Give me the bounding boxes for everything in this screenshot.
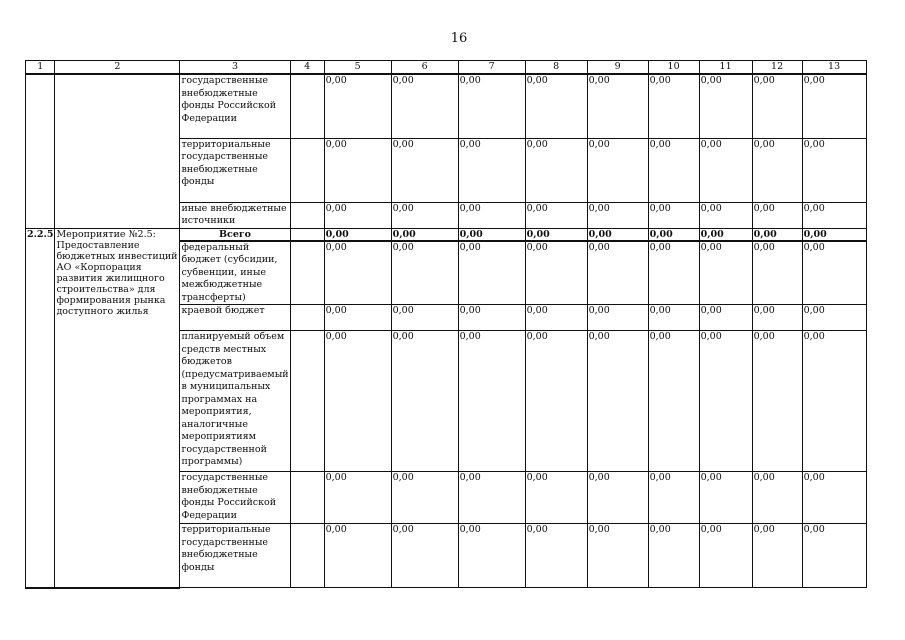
value-cell: 0,00	[587, 472, 648, 524]
value-cell: 0,00	[391, 241, 458, 305]
source-cell: иные внебюджетные источники	[180, 202, 290, 228]
value-cell: 0,00	[587, 305, 648, 331]
source-cell: государственные внебюджетные фонды Российской Федерации	[180, 472, 290, 524]
value-cell: 0,00	[391, 331, 458, 472]
col4-cell	[290, 138, 324, 202]
column-header-3: 3	[180, 61, 290, 75]
total-row	[26, 228, 867, 241]
value-cell: 0,00	[525, 202, 587, 228]
value-cell: 0,00	[525, 472, 587, 524]
value-cell: 0,00	[458, 524, 525, 588]
measure-name: Мероприятие №2.5: Предоставление бюджетных инвестиций АО «Корпорация развития жилищного строительства» для формирования рынка доступного жилья	[55, 228, 180, 588]
value-cell: 0,00	[324, 138, 391, 202]
value-cell: 0,00	[324, 472, 391, 524]
value-cell: 0,00	[525, 241, 587, 305]
col4-cell	[290, 331, 324, 472]
value-cell: 0,00	[324, 305, 391, 331]
col4-cell	[290, 241, 324, 305]
value-cell: 0,00	[752, 472, 802, 524]
value-cell: 0,00	[391, 472, 458, 524]
total-label: Всего	[180, 228, 290, 241]
source-cell: федеральный бюджет (субсидии, субвенции, иные межбюджетные трансферты)	[180, 241, 290, 305]
value-cell: 0,00	[802, 202, 866, 228]
page-number: 16	[450, 31, 468, 46]
column-header-5: 5	[324, 61, 391, 75]
value-cell: 0,00	[587, 331, 648, 472]
value-cell: 0,00	[391, 138, 458, 202]
value-cell: 0,00	[648, 331, 699, 472]
column-header-8: 8	[525, 61, 587, 75]
value-cell: 0,00	[324, 202, 391, 228]
value-cell: 0,00	[699, 305, 752, 331]
value-cell: 0,00	[752, 74, 802, 138]
column-header-6: 6	[391, 61, 458, 75]
value-cell: 0,00	[458, 74, 525, 138]
value-cell: 0,00	[752, 228, 802, 241]
column-header-1: 1	[26, 61, 55, 75]
column-header-13: 13	[802, 61, 866, 75]
col4-cell	[290, 228, 324, 241]
table-row	[26, 74, 867, 138]
source-cell: территориальные государственные внебюджетные фонды	[180, 524, 290, 588]
value-cell: 0,00	[648, 228, 699, 241]
value-cell: 0,00	[752, 305, 802, 331]
value-cell: 0,00	[525, 331, 587, 472]
col4-cell	[290, 472, 324, 524]
value-cell: 0,00	[587, 74, 648, 138]
source-cell: государственные внебюджетные фонды Российской Федерации	[180, 74, 290, 138]
value-cell: 0,00	[699, 228, 752, 241]
value-cell: 0,00	[587, 202, 648, 228]
value-cell: 0,00	[458, 331, 525, 472]
value-cell: 0,00	[587, 241, 648, 305]
value-cell: 0,00	[802, 241, 866, 305]
value-cell: 0,00	[458, 202, 525, 228]
budget-table	[25, 60, 867, 589]
header-row	[26, 61, 867, 75]
value-cell: 0,00	[648, 138, 699, 202]
value-cell: 0,00	[648, 241, 699, 305]
value-cell: 0,00	[391, 74, 458, 138]
value-cell: 0,00	[324, 331, 391, 472]
value-cell: 0,00	[699, 331, 752, 472]
value-cell: 0,00	[458, 138, 525, 202]
column-header-9: 9	[587, 61, 648, 75]
value-cell: 0,00	[458, 305, 525, 331]
number-cell	[26, 74, 55, 228]
value-cell: 0,00	[391, 305, 458, 331]
name-cell	[55, 74, 180, 228]
value-cell: 0,00	[752, 202, 802, 228]
value-cell: 0,00	[802, 305, 866, 331]
value-cell: 0,00	[802, 472, 866, 524]
value-cell: 0,00	[752, 331, 802, 472]
value-cell: 0,00	[324, 524, 391, 588]
value-cell: 0,00	[699, 472, 752, 524]
value-cell: 0,00	[324, 241, 391, 305]
value-cell: 0,00	[699, 202, 752, 228]
value-cell: 0,00	[648, 305, 699, 331]
value-cell: 0,00	[699, 241, 752, 305]
column-header-2: 2	[55, 61, 180, 75]
col4-cell	[290, 74, 324, 138]
value-cell: 0,00	[802, 331, 866, 472]
value-cell: 0,00	[802, 74, 866, 138]
value-cell: 0,00	[699, 74, 752, 138]
value-cell: 0,00	[699, 524, 752, 588]
value-cell: 0,00	[525, 138, 587, 202]
value-cell: 0,00	[648, 524, 699, 588]
col4-cell	[290, 305, 324, 331]
value-cell: 0,00	[525, 524, 587, 588]
value-cell: 0,00	[587, 228, 648, 241]
value-cell: 0,00	[752, 524, 802, 588]
value-cell: 0,00	[525, 305, 587, 331]
col4-cell	[290, 524, 324, 588]
value-cell: 0,00	[324, 74, 391, 138]
value-cell: 0,00	[458, 472, 525, 524]
col4-cell	[290, 202, 324, 228]
value-cell: 0,00	[525, 74, 587, 138]
value-cell: 0,00	[802, 524, 866, 588]
value-cell: 0,00	[752, 241, 802, 305]
value-cell: 0,00	[458, 241, 525, 305]
value-cell: 0,00	[391, 202, 458, 228]
value-cell: 0,00	[587, 138, 648, 202]
value-cell: 0,00	[752, 138, 802, 202]
column-header-4: 4	[290, 61, 324, 75]
column-header-7: 7	[458, 61, 525, 75]
column-header-11: 11	[699, 61, 752, 75]
value-cell: 0,00	[699, 138, 752, 202]
value-cell: 0,00	[648, 74, 699, 138]
source-cell: территориальные государственные внебюджетные фонды	[180, 138, 290, 202]
column-header-10: 10	[648, 61, 699, 75]
value-cell: 0,00	[648, 472, 699, 524]
value-cell: 0,00	[458, 228, 525, 241]
value-cell: 0,00	[587, 524, 648, 588]
measure-number: 2.2.5	[26, 228, 55, 588]
value-cell: 0,00	[324, 228, 391, 241]
value-cell: 0,00	[391, 524, 458, 588]
source-cell: планируемый объем средств местных бюджетов (предусматриваемый в муниципальных программах на мероприятия, аналогичные мероприятиям государственной программы)	[180, 331, 290, 472]
column-header-12: 12	[752, 61, 802, 75]
value-cell: 0,00	[648, 202, 699, 228]
value-cell: 0,00	[391, 228, 458, 241]
value-cell: 0,00	[802, 228, 866, 241]
value-cell: 0,00	[802, 138, 866, 202]
source-cell: краевой бюджет	[180, 305, 290, 331]
value-cell: 0,00	[525, 228, 587, 241]
